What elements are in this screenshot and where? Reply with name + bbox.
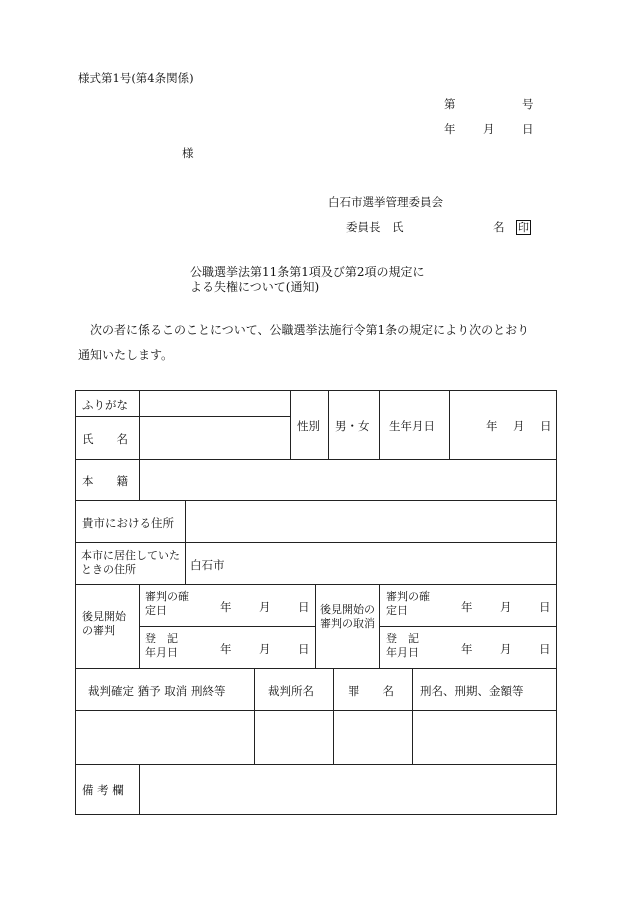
row-line (75, 668, 557, 669)
row-line (75, 764, 557, 765)
cancel-registration-month: 月 (500, 642, 512, 656)
document-number-prefix: 第 (444, 97, 456, 111)
row-line (75, 416, 291, 417)
sentence-details-header: 刑名、刑期、金額等 (420, 684, 524, 698)
col-line (315, 584, 316, 669)
col-line (139, 764, 140, 815)
seal-text: 印 (518, 221, 529, 234)
subject-line-2: よる失権について(通知) (190, 280, 320, 294)
col-line (379, 390, 380, 460)
shiroishi-city-text: 白石市 (190, 558, 225, 572)
start-registration-year: 年 (220, 642, 232, 656)
start-registration-month: 月 (259, 642, 271, 656)
start-ruling-day: 日 (298, 600, 310, 614)
table-border-right (556, 390, 557, 815)
col-line (254, 668, 255, 765)
cancel-registration-day: 日 (539, 642, 551, 656)
birth-date-label: 生年月日 (389, 419, 435, 433)
table-border-bottom (75, 814, 557, 815)
remarks-label: 備 考 欄 (82, 783, 124, 797)
birth-month-label: 月 (513, 419, 525, 433)
birth-day-label: 日 (540, 419, 552, 433)
subject-line-1: 公職選挙法第11条第1項及び第2項の規定に (190, 265, 425, 279)
cancel-ruling-month: 月 (500, 600, 512, 614)
row-line (75, 459, 557, 460)
guardianship-cancel-label: 後見開始の審判の取消 (320, 603, 375, 630)
date-year-label: 年 (444, 122, 456, 136)
col-line (290, 390, 291, 460)
table-border-left (75, 390, 76, 815)
furigana-label: ふりがな (82, 398, 128, 412)
row-line (75, 584, 557, 585)
issuer-title: 委員長 氏 (346, 220, 404, 234)
issuer-organization: 白石市選挙管理委員会 (328, 195, 443, 209)
table-border-top (75, 390, 557, 391)
cancel-ruling-year: 年 (461, 600, 473, 614)
start-registration-day: 日 (298, 642, 310, 656)
start-registration-label: 登 記年月日 (145, 632, 178, 659)
col-line (379, 584, 380, 669)
row-line (139, 626, 315, 627)
sex-options: 男・女 (335, 419, 370, 433)
col-line (139, 584, 140, 669)
row-line (379, 626, 557, 627)
date-month-label: 月 (483, 122, 495, 136)
body-line-1: 次の者に係るこのことについて、公職選挙法施行令第1条の規定により次のとおり (90, 323, 530, 337)
date-day-label: 日 (522, 122, 534, 136)
sex-label: 性別 (297, 419, 320, 433)
court-name-header: 裁判所名 (268, 684, 314, 698)
col-line (449, 390, 450, 460)
row-line (75, 710, 557, 711)
col-line (328, 390, 329, 460)
address-in-city-label: 貴市における住所 (82, 516, 174, 530)
seal-mark (516, 216, 531, 235)
issuer-name-label: 名 (493, 220, 505, 234)
col-line (139, 390, 140, 501)
addressee-suffix: 様 (182, 146, 194, 160)
row-line (75, 542, 557, 543)
sentence-confirmation-header: 裁判確定 猶予 取消 刑終等 (88, 684, 226, 698)
cancel-ruling-day: 日 (539, 600, 551, 614)
birth-year-label: 年 (486, 419, 498, 433)
col-line (333, 668, 334, 765)
form-number: 様式第1号(第4条関係) (78, 71, 194, 85)
honseki-label: 本 籍 (82, 474, 128, 488)
col-line (412, 668, 413, 765)
body-line-2: 通知いたします。 (78, 348, 174, 362)
col-line (185, 500, 186, 585)
cancel-registration-year: 年 (461, 642, 473, 656)
cancel-registration-label: 登 記年月日 (386, 632, 419, 659)
address-when-resided-label: 本市に居住していたときの住所 (81, 549, 180, 576)
row-line (75, 500, 557, 501)
document-number-suffix: 号 (522, 97, 534, 111)
start-ruling-year: 年 (220, 600, 232, 614)
start-ruling-confirmed-label: 審判の確定日 (145, 590, 189, 617)
guardianship-start-label: 後見開始の審判 (82, 610, 126, 637)
cancel-ruling-confirmed-label: 審判の確定日 (386, 590, 430, 617)
name-label: 氏 名 (82, 432, 128, 446)
crime-header: 罪 名 (348, 684, 394, 698)
start-ruling-month: 月 (259, 600, 271, 614)
